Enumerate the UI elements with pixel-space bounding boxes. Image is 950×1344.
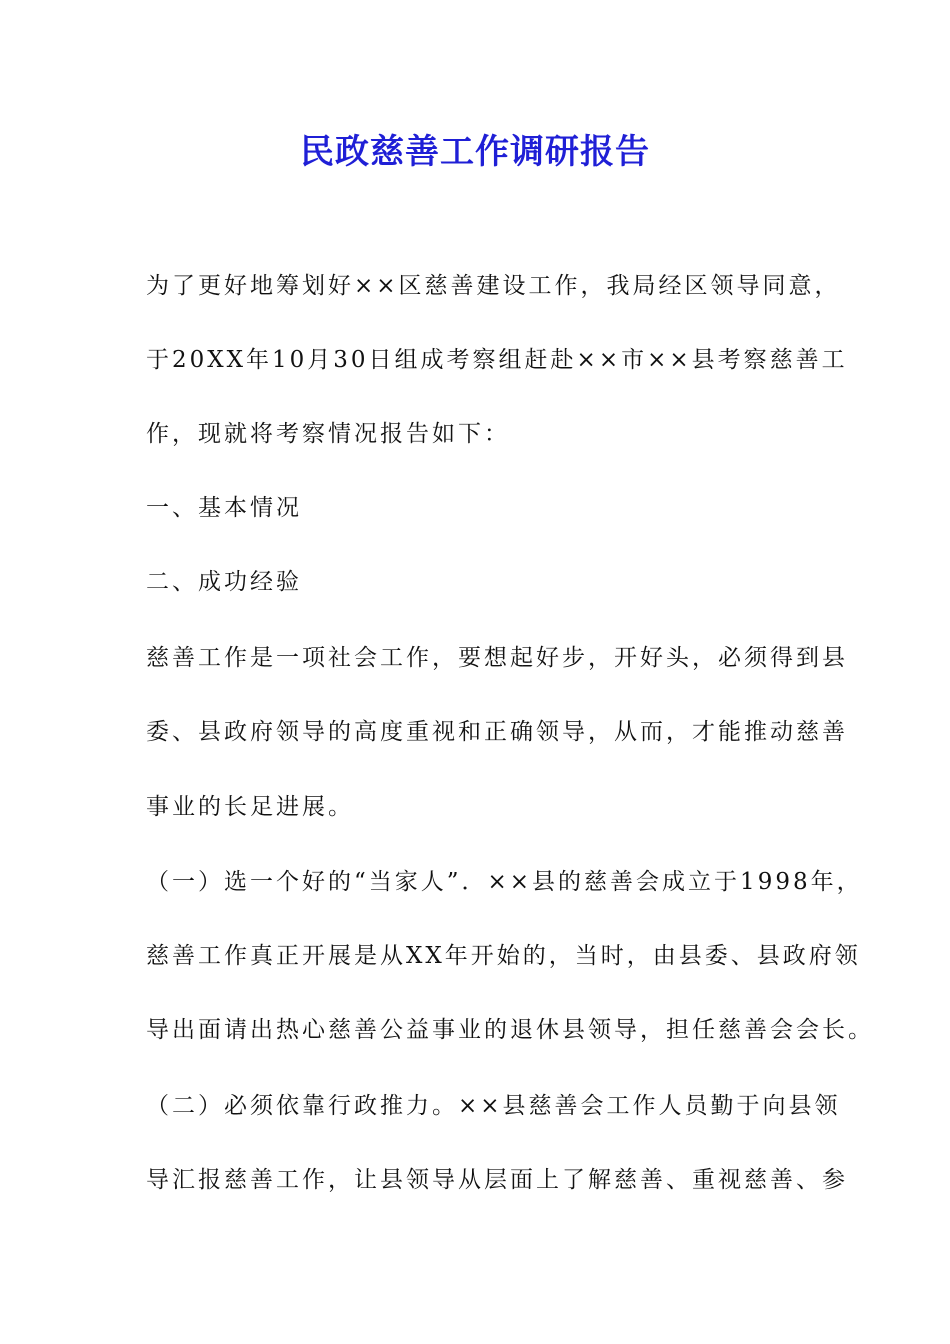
paragraph-line: （二）必须依靠行政推力。××县慈善会工作人员勤于向县领	[146, 1093, 841, 1119]
paragraph-line: 慈善工作真正开展是从XX年开始的，当时，由县委、县政府领	[146, 943, 861, 969]
section-heading-basic: 一、基本情况	[146, 495, 302, 521]
paragraph-line: 为了更好地筹划好××区慈善建设工作，我局经区领导同意，	[146, 273, 841, 299]
paragraph-line: 导出面请出热心慈善公益事业的退休县领导，担任慈善会会长。	[146, 1017, 874, 1043]
paragraph-line: 作，现就将考察情况报告如下：	[146, 421, 510, 447]
document-title: 民政慈善工作调研报告	[300, 132, 650, 172]
paragraph-line: 事业的长足进展。	[146, 794, 354, 820]
paragraph-line: 委、县政府领导的高度重视和正确领导，从而，才能推动慈善	[146, 719, 848, 745]
section-heading-experience: 二、成功经验	[146, 569, 302, 595]
paragraph-line: 导汇报慈善工作，让县领导从层面上了解慈善、重视慈善、参	[146, 1167, 848, 1193]
paragraph-line: （一）选一个好的“当家人”．××县的慈善会成立于1998年，	[146, 869, 863, 895]
paragraph-line: 慈善工作是一项社会工作，要想起好步，开好头，必须得到县	[146, 645, 848, 671]
paragraph-line: 于20XX年10月30日组成考察组赶赴××市××县考察慈善工	[146, 347, 848, 373]
